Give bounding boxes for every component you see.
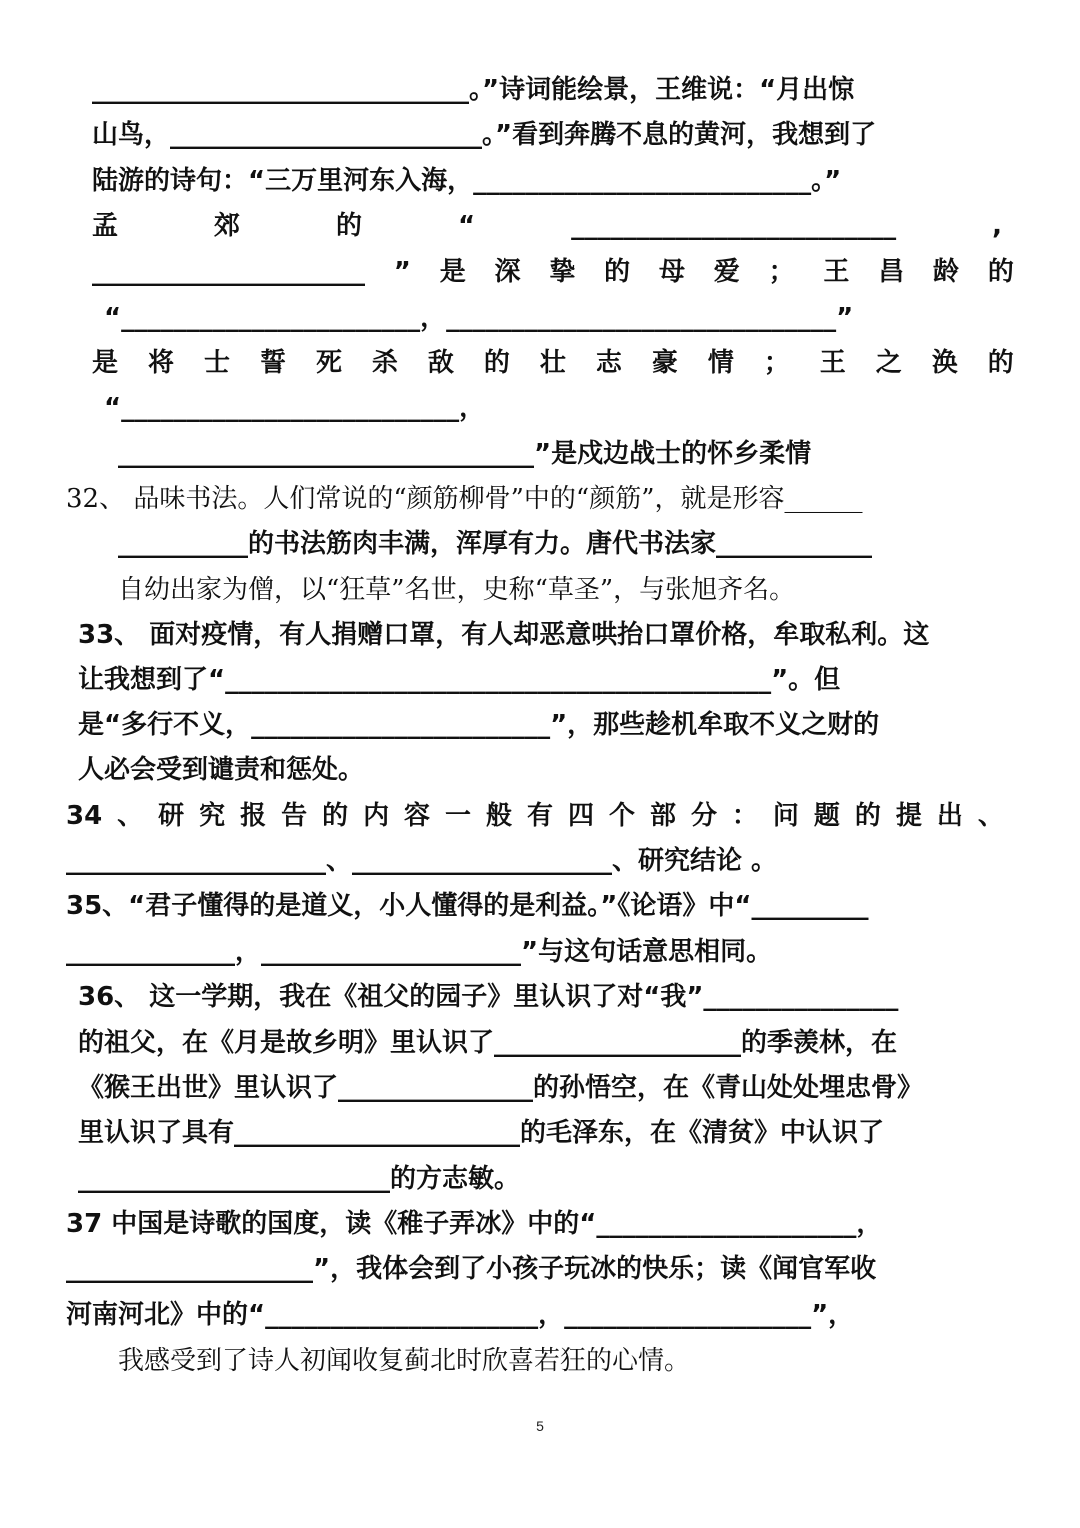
text-segment: 的	[336, 211, 363, 241]
text-line: 里认识了具有______________________的毛泽东，在《清贫》中认识了	[78, 1118, 885, 1148]
text-segment: 的	[322, 801, 349, 831]
text-line: 山鸟，________________________。”看到奔腾不息的黄河，我想到了	[92, 120, 877, 150]
text-segment: 有	[527, 801, 554, 831]
text-segment: 究	[199, 801, 226, 831]
text-segment: 34	[66, 801, 103, 831]
text-line: “_______________________，______________________________”	[104, 303, 854, 333]
text-segment: 敌	[427, 348, 454, 378]
text-segment: 誓	[259, 348, 286, 378]
text-segment: 提	[895, 801, 922, 831]
text-segment: 涣	[931, 348, 958, 378]
text-segment: 的	[987, 257, 1014, 287]
text-line: 自幼出家为僧，以“狂草”名世，史称“草圣”，与张旭齐名。	[118, 575, 796, 605]
text-line: _____________，____________________”与这句话意思相同。	[66, 937, 773, 967]
text-segment: 四	[567, 801, 594, 831]
text-segment: 出	[936, 801, 963, 831]
text-line: 35、“君子懂得的是道义，小人懂得的是利益。”《论语》中“_________	[66, 891, 869, 921]
text-segment: 、	[117, 801, 144, 831]
text-line: 36、 这一学期，我在《祖父的园子》里认识了对“我”_______________	[78, 982, 899, 1012]
text-line: ________________________________”是戍边战士的怀乡柔情	[118, 439, 812, 469]
text-segment: 将	[147, 348, 174, 378]
text-segment: 昌	[878, 257, 905, 287]
text-segment: 之	[875, 348, 902, 378]
text-segment: 一	[445, 801, 472, 831]
text-segment: 、	[977, 801, 1004, 831]
text-segment: 分	[690, 801, 717, 831]
text-segment: 是	[439, 257, 466, 287]
text-segment: 报	[240, 801, 267, 831]
text-segment: 题	[813, 801, 840, 831]
text-segment: 个	[608, 801, 635, 831]
text-segment: 情	[707, 348, 734, 378]
text-segment: 龄	[933, 257, 960, 287]
text-segment: _________________________	[571, 211, 897, 241]
text-line	[92, 254, 1014, 290]
text-line: 陆游的诗句：“三万里河东入海，__________________________。”	[92, 166, 842, 196]
text-line: 33、 面对疫情，有人捐赠口罩，有人却恶意哄抬口罩价格，牟取私利。这	[78, 620, 930, 650]
text-segment: 问	[772, 801, 799, 831]
text-line: 37 中国是诗歌的国度，读《稚子弄冰》中的“____________________，	[66, 1209, 883, 1239]
text-line	[66, 798, 1004, 834]
text-segment: 挚	[549, 257, 576, 287]
text-segment: 是	[92, 348, 119, 378]
text-line: __________的书法筋肉丰满，浑厚有力。唐代书法家____________	[118, 529, 873, 559]
text-line: 让我想到了“__________________________________________”。但	[78, 665, 841, 695]
text-segment: ,	[992, 211, 1002, 241]
text-segment: 王	[823, 257, 850, 287]
text-segment: “	[458, 211, 476, 241]
text-line	[92, 208, 1002, 244]
text-line	[92, 345, 1014, 381]
text-segment: ；	[763, 348, 790, 378]
text-segment: 的	[854, 801, 881, 831]
page-number: 5	[536, 1418, 544, 1434]
text-segment: 王	[819, 348, 846, 378]
text-line: “__________________________，	[104, 393, 486, 423]
text-segment: 爱	[713, 257, 740, 287]
text-line: 是“多行不义，_______________________”，那些趁机牟取不义之财的	[78, 710, 880, 740]
text-line: 我感受到了诗人初闻收复蓟北时欣喜若狂的心情。	[118, 1346, 691, 1376]
text-segment: 志	[595, 348, 622, 378]
text-segment: 的	[604, 257, 631, 287]
text-segment: 般	[486, 801, 513, 831]
text-segment: _____________________	[92, 257, 365, 287]
text-segment: 郊	[214, 211, 241, 241]
text-segment: 士	[203, 348, 230, 378]
text-segment: 杀	[371, 348, 398, 378]
text-line: ____________________、____________________、研究结论 。	[66, 846, 778, 876]
text-line: _____________________________。”诗词能绘景，王维说：“月出惊	[92, 75, 855, 105]
text-line: ___________________”，我体会到了小孩子玩冰的快乐；读《闻官军收	[66, 1254, 877, 1284]
text-segment: 壮	[539, 348, 566, 378]
text-segment: 告	[281, 801, 308, 831]
text-segment: 容	[404, 801, 431, 831]
text-segment: 豪	[651, 348, 678, 378]
text-segment: 的	[987, 348, 1014, 378]
text-segment: ”	[393, 257, 411, 287]
text-line: ________________________的方志敏。	[78, 1164, 521, 1194]
text-line: 河南河北》中的“_____________________，___________________”，	[66, 1300, 855, 1330]
text-segment: 的	[483, 348, 510, 378]
text-segment: 内	[363, 801, 390, 831]
text-segment: 母	[658, 257, 685, 287]
text-segment: 深	[494, 257, 521, 287]
text-line: 的祖父，在《月是故乡明》里认识了___________________的季羡林，在	[78, 1028, 898, 1058]
text-segment: ：	[731, 801, 758, 831]
text-segment: 死	[315, 348, 342, 378]
text-segment: 孟	[92, 211, 119, 241]
text-line: 人必会受到谴责和惩处。	[78, 755, 365, 785]
text-segment: ；	[768, 257, 795, 287]
text-line: 32、 品味书法。人们常说的“颜筋柳骨”中的“颜筋”，就是形容______	[66, 484, 863, 514]
text-segment: 部	[649, 801, 676, 831]
text-segment: 研	[158, 801, 185, 831]
text-line: 《猴王出世》里认识了_______________的孙悟空，在《青山处处埋忠骨》	[78, 1073, 924, 1103]
